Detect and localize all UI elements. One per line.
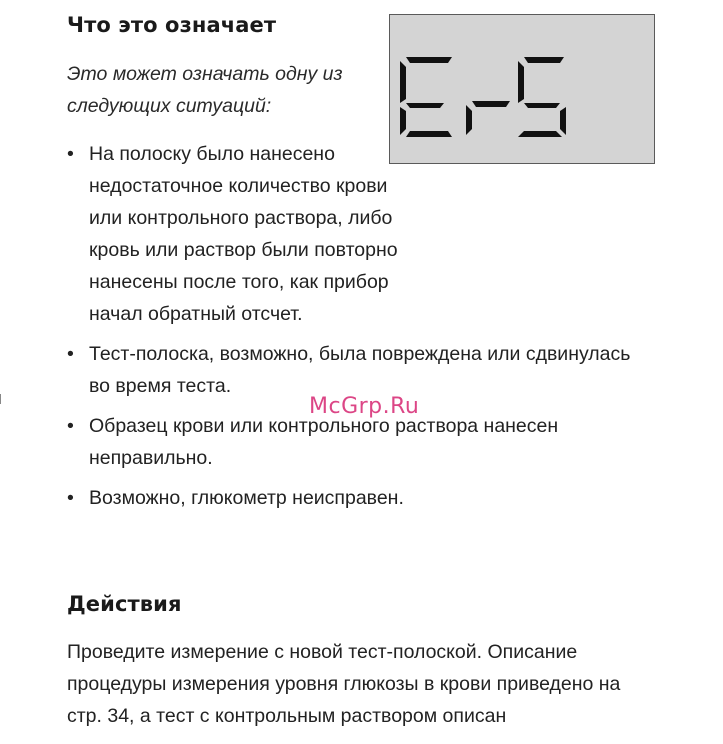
list-item-text: Образец крови или контрольного раствора нанесен неправильно.	[89, 415, 559, 469]
margin-mark	[0, 394, 4, 404]
bullet-icon: •	[67, 487, 74, 509]
actions-text: Проведите измерение с новой тест-полоской. Описание процедуры измерения уровня глюкозы в крови приведено на стр. 34, а тест с контрольным раствором описан	[67, 641, 621, 727]
causes-list	[67, 138, 649, 522]
actions-heading: Действия	[67, 592, 182, 616]
list-item-text: На полоску было нанесено недостаточное количество крови или контрольного раствора, либо кровь или раствор были повторно нанесены после того, как прибор начал обратный отсчет.	[89, 143, 398, 325]
bullet-icon: •	[67, 415, 74, 437]
list-item-text: Тест-полоска, возможно, была повреждена или сдвинулась во время теста.	[89, 343, 631, 397]
lcd-digits	[400, 57, 566, 137]
list-item	[67, 138, 409, 330]
list-item	[67, 482, 649, 514]
list-item	[67, 410, 649, 474]
list-item	[67, 338, 649, 402]
bullet-icon: •	[67, 143, 74, 165]
watermark: McGrp.Ru	[309, 394, 420, 419]
intro-text: Это может означать одну из следующих ситуаций:	[67, 63, 343, 117]
what-it-means-heading: Что это означает	[67, 13, 277, 37]
list-item-text: Возможно, глюкометр неисправен.	[89, 487, 404, 509]
bullet-icon: •	[67, 343, 74, 365]
